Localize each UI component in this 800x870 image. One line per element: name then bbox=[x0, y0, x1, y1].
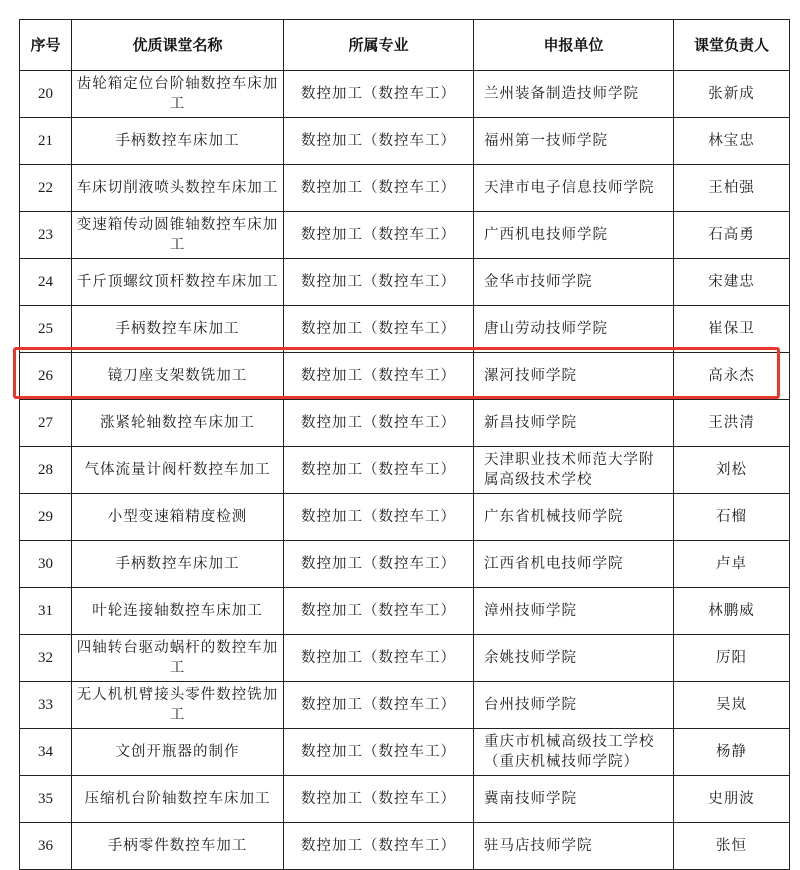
header-serial-number: 序号 bbox=[20, 20, 72, 71]
row-number: 29 bbox=[20, 494, 72, 541]
row-major: 数控加工（数控车工） bbox=[284, 447, 474, 494]
row-major: 数控加工（数控车工） bbox=[284, 682, 474, 729]
row-leader: 王洪清 bbox=[674, 400, 790, 447]
row-number: 32 bbox=[20, 635, 72, 682]
row-leader: 张新成 bbox=[674, 71, 790, 118]
row-leader: 厉阳 bbox=[674, 635, 790, 682]
table-row bbox=[20, 588, 790, 635]
row-leader: 高永杰 bbox=[674, 353, 790, 400]
quality-course-table bbox=[19, 19, 790, 870]
row-major: 数控加工（数控车工） bbox=[284, 165, 474, 212]
row-major: 数控加工（数控车工） bbox=[284, 776, 474, 823]
row-applicant-unit: 福州第一技师学院 bbox=[474, 118, 674, 165]
row-number: 36 bbox=[20, 823, 72, 870]
course-table-container bbox=[19, 19, 789, 870]
table-row bbox=[20, 682, 790, 729]
row-number: 33 bbox=[20, 682, 72, 729]
table-row bbox=[20, 259, 790, 306]
row-course-name: 文创开瓶器的制作 bbox=[72, 729, 284, 776]
row-course-name: 无人机机臂接头零件数控铣加工 bbox=[72, 682, 284, 729]
row-applicant-unit: 唐山劳动技师学院 bbox=[474, 306, 674, 353]
row-applicant-unit: 金华市技师学院 bbox=[474, 259, 674, 306]
header-major: 所属专业 bbox=[284, 20, 474, 71]
row-course-name: 手柄数控车床加工 bbox=[72, 118, 284, 165]
row-applicant-unit: 兰州装备制造技师学院 bbox=[474, 71, 674, 118]
row-leader: 吴岚 bbox=[674, 682, 790, 729]
row-number: 30 bbox=[20, 541, 72, 588]
row-course-name: 气体流量计阀杆数控车加工 bbox=[72, 447, 284, 494]
row-leader: 林宝忠 bbox=[674, 118, 790, 165]
row-number: 34 bbox=[20, 729, 72, 776]
row-course-name: 手柄零件数控车加工 bbox=[72, 823, 284, 870]
table-row bbox=[20, 118, 790, 165]
row-course-name: 齿轮箱定位台阶轴数控车床加工 bbox=[72, 71, 284, 118]
row-leader: 张恒 bbox=[674, 823, 790, 870]
row-major: 数控加工（数控车工） bbox=[284, 635, 474, 682]
row-applicant-unit: 余姚技师学院 bbox=[474, 635, 674, 682]
table-row bbox=[20, 729, 790, 776]
row-applicant-unit: 天津职业技术师范大学附属高级技术学校 bbox=[474, 447, 674, 494]
table-row-highlighted bbox=[20, 353, 790, 400]
row-leader: 林鹏威 bbox=[674, 588, 790, 635]
row-leader: 史朋波 bbox=[674, 776, 790, 823]
row-leader: 宋建忠 bbox=[674, 259, 790, 306]
row-leader: 王柏强 bbox=[674, 165, 790, 212]
row-major: 数控加工（数控车工） bbox=[284, 541, 474, 588]
row-number: 25 bbox=[20, 306, 72, 353]
row-number: 28 bbox=[20, 447, 72, 494]
row-applicant-unit: 漳州技师学院 bbox=[474, 588, 674, 635]
row-applicant-unit: 冀南技师学院 bbox=[474, 776, 674, 823]
row-major: 数控加工（数控车工） bbox=[284, 823, 474, 870]
table-row bbox=[20, 494, 790, 541]
row-course-name: 手柄数控车床加工 bbox=[72, 541, 284, 588]
row-course-name: 镜刀座支架数铣加工 bbox=[72, 353, 284, 400]
table-row bbox=[20, 776, 790, 823]
row-applicant-unit: 天津市电子信息技师学院 bbox=[474, 165, 674, 212]
table-row bbox=[20, 447, 790, 494]
row-course-name: 手柄数控车床加工 bbox=[72, 306, 284, 353]
row-applicant-unit: 新昌技师学院 bbox=[474, 400, 674, 447]
table-row bbox=[20, 400, 790, 447]
row-number: 27 bbox=[20, 400, 72, 447]
row-course-name: 四轴转台驱动蜗杆的数控车加工 bbox=[72, 635, 284, 682]
row-course-name: 千斤顶螺纹顶杆数控车床加工 bbox=[72, 259, 284, 306]
row-applicant-unit: 江西省机电技师学院 bbox=[474, 541, 674, 588]
row-major: 数控加工（数控车工） bbox=[284, 400, 474, 447]
row-number: 20 bbox=[20, 71, 72, 118]
table-row bbox=[20, 212, 790, 259]
row-course-name: 叶轮连接轴数控车床加工 bbox=[72, 588, 284, 635]
row-course-name: 小型变速箱精度检测 bbox=[72, 494, 284, 541]
row-applicant-unit: 重庆市机械高级技工学校（重庆机械技师学院） bbox=[474, 729, 674, 776]
row-major: 数控加工（数控车工） bbox=[284, 588, 474, 635]
row-course-name: 变速箱传动圆锥轴数控车床加工 bbox=[72, 212, 284, 259]
row-major: 数控加工（数控车工） bbox=[284, 259, 474, 306]
row-major: 数控加工（数控车工） bbox=[284, 212, 474, 259]
table-header-row bbox=[20, 20, 790, 71]
row-number: 26 bbox=[20, 353, 72, 400]
row-leader: 刘松 bbox=[674, 447, 790, 494]
table-row bbox=[20, 823, 790, 870]
header-course-leader: 课堂负责人 bbox=[674, 20, 790, 71]
row-applicant-unit: 台州技师学院 bbox=[474, 682, 674, 729]
row-major: 数控加工（数控车工） bbox=[284, 729, 474, 776]
table-row bbox=[20, 71, 790, 118]
row-leader: 卢卓 bbox=[674, 541, 790, 588]
row-applicant-unit: 漯河技师学院 bbox=[474, 353, 674, 400]
header-applicant-unit: 申报单位 bbox=[474, 20, 674, 71]
row-number: 23 bbox=[20, 212, 72, 259]
row-number: 24 bbox=[20, 259, 72, 306]
table-row bbox=[20, 541, 790, 588]
header-course-name: 优质课堂名称 bbox=[72, 20, 284, 71]
row-applicant-unit: 驻马店技师学院 bbox=[474, 823, 674, 870]
row-leader: 杨静 bbox=[674, 729, 790, 776]
row-major: 数控加工（数控车工） bbox=[284, 494, 474, 541]
row-course-name: 涨紧轮轴数控车床加工 bbox=[72, 400, 284, 447]
row-course-name: 车床切削液喷头数控车床加工 bbox=[72, 165, 284, 212]
row-number: 31 bbox=[20, 588, 72, 635]
row-major: 数控加工（数控车工） bbox=[284, 71, 474, 118]
row-leader: 崔保卫 bbox=[674, 306, 790, 353]
row-major: 数控加工（数控车工） bbox=[284, 118, 474, 165]
row-number: 35 bbox=[20, 776, 72, 823]
row-leader: 石高勇 bbox=[674, 212, 790, 259]
table-row bbox=[20, 635, 790, 682]
row-applicant-unit: 广西机电技师学院 bbox=[474, 212, 674, 259]
row-major: 数控加工（数控车工） bbox=[284, 306, 474, 353]
table-row bbox=[20, 306, 790, 353]
row-number: 21 bbox=[20, 118, 72, 165]
row-course-name: 压缩机台阶轴数控车床加工 bbox=[72, 776, 284, 823]
row-applicant-unit: 广东省机械技师学院 bbox=[474, 494, 674, 541]
table-row bbox=[20, 165, 790, 212]
row-leader: 石榴 bbox=[674, 494, 790, 541]
row-number: 22 bbox=[20, 165, 72, 212]
row-major: 数控加工（数控车工） bbox=[284, 353, 474, 400]
